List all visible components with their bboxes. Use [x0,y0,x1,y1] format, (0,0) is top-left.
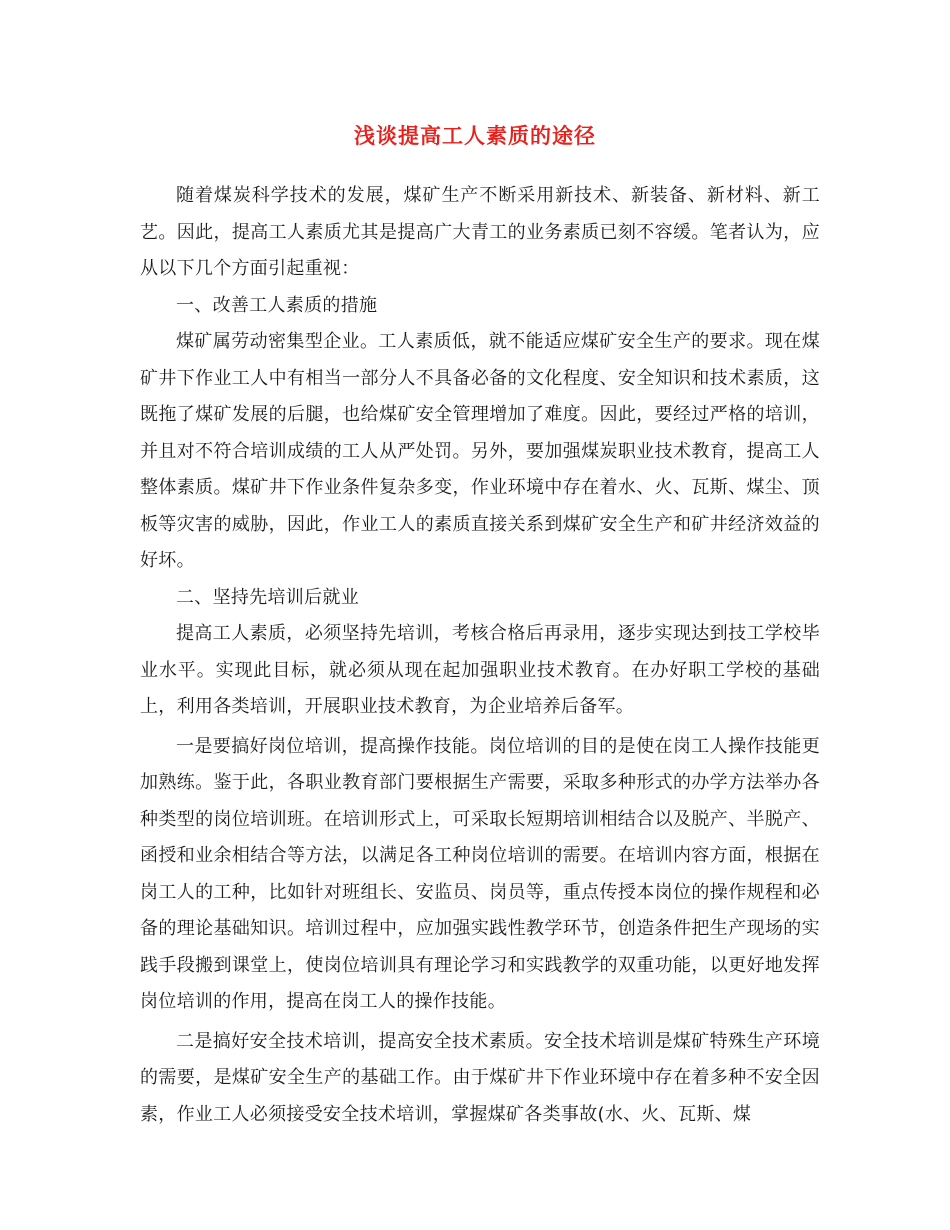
section-1-paragraph: 煤矿属劳动密集型企业。工人素质低，就不能适应煤矿安全生产的要求。现在煤矿井下作业工人中有相当一部分人不具备必备的文化程度、安全知识和技术素质，这既拖了煤矿发展的后腿，也给煤矿安全管理增加了难度。因此，要经过严格的培训，并且对不符合培训成绩的工人从严处罚。另外，要加强煤炭职业技术教育，提高工人整体素质。煤矿井下作业条件复杂多变，作业环境中存在着水、火、瓦斯、煤尘、顶板等灾害的威胁，因此，作业工人的素质直接关系到煤矿安全生产和矿井经济效益的好坏。 [140,331,820,571]
safety-training-paragraph: 二是搞好安全技术培训，提高安全技术素质。安全技术培训是煤矿特殊生产环境的需要，是煤矿安全生产的基础工作。由于煤矿井下作业环境中存在着多种不安全因素，作业工人必须接受安全技术培训，掌握煤矿各类事故(水、火、瓦斯、煤 [140,1030,820,1125]
intro-paragraph: 随着煤炭科学技术的发展，煤矿生产不断采用新技术、新装备、新材料、新工艺。因此，提高工人素质尤其是提高广大青工的业务素质已刻不容缓。笔者认为，应从以下几个方面引起重视： [140,185,820,279]
post-training-paragraph: 一是要搞好岗位培训，提高操作技能。岗位培训的目的是使在岗工人操作技能更加熟练。鉴于此，各职业教育部门要根据生产需要，采取多种形式的办学方法举办各种类型的岗位培训班。在培训形式上，可采取长短期培训相结合以及脱产、半脱产、函授和业余相结合等方法，以满足各工种岗位培训的需要。在培训内容方面，根据在岗工人的工种，比如针对班组长、安监员、岗员等，重点传授本岗位的操作规程和必备的理论基础知识。培训过程中，应加强实践性教学环节，创造条件把生产现场的实践手段搬到课堂上，使岗位培训具有理论学习和实践教学的双重功能，以更好地发挥岗位培训的作用，提高在岗工人的操作技能。 [140,735,820,1012]
document-body [140,178,820,1133]
section-heading-1: 一、改善工人素质的措施 [176,294,378,316]
section-2-paragraph: 提高工人素质，必须坚持先培训，考核合格后再录用，逐步实现达到技工学校毕业水平。实现此目标，就必须从现在起加强职业技术教育。在办好职工学校的基础上，利用各类培训，开展职业技术教育，为企业培养后备军。 [140,623,820,717]
page-title: 浅谈提高工人素质的途径 [354,124,596,148]
section-heading-2: 二、坚持先培训后就业 [176,586,359,608]
